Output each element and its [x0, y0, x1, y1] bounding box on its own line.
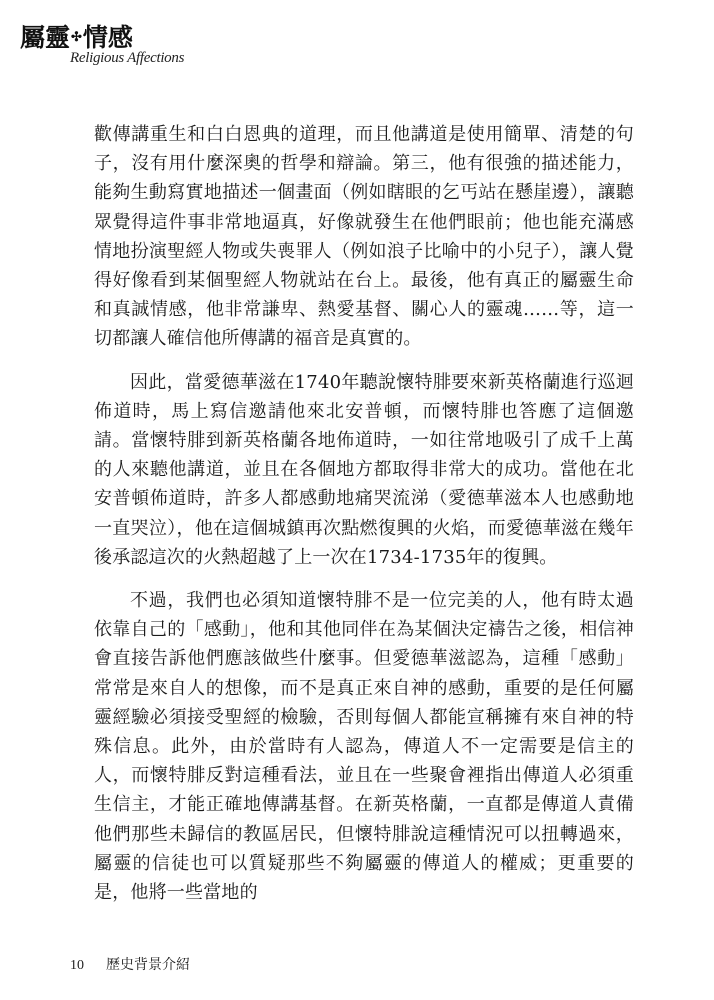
- running-header: [20, 18, 200, 78]
- running-footer: [70, 954, 190, 974]
- book-subtitle: Religious Affections: [70, 50, 185, 66]
- page-number: 10: [70, 958, 84, 973]
- paragraph-1: 歡傳講重生和白白恩典的道理，而且他講道是使用簡單、清楚的句子，沒有用什麼深奧的哲學和辯論。第三，他有很強的描述能力，能夠生動寫實地描述一個畫面（例如瞎眼的乞丐站在懸崖邊），讓聽眾覺得這件事非常地逼真，好像就發生在他們眼前；他也能充滿感情地扮演聖經人物或失喪罪人（例如浪子比喻中的小兒子），讓人覺得好像看到某個聖經人物就站在台上。最後，他有真正的屬靈生命和真誠情感，他非常謙卑、熱愛基督、關心人的靈魂……等，這一切都讓人確信他所傳講的福音是真實的。: [94, 124, 634, 350]
- book-title: [20, 18, 133, 54]
- paragraph-3: 不過，我們也必須知道懷特腓不是一位完美的人，他有時太過依靠自己的「感動」，他和其他同伴在為某個決定禱告之後，相信神會直接告訴他們應該做些什麼事。但愛德華滋認為，這種「感動」常常是來自人的想像，而不是真正來自神的感動，重要的是任何屬靈經驗必須接受聖經的檢驗，否則每個人都能宣稱擁有來自神的特殊信息。此外，由於當時有人認為，傳道人不一定需要是信主的人，而懷特腓反對這種看法，並且在一些聚會裡指出傳道人必須重生信主，才能正確地傳講基督。在新英格蘭，一直都是傳道人責備他們那些未歸信的教區居民，但懷特腓說這種情況可以扭轉過來，屬靈的信徒也可以質疑那些不夠屬靈的傳道人的權威；更重要的是，他將一些當地的: [94, 590, 634, 904]
- paragraph-2: 因此，當愛德華滋在1740年聽說懷特腓要來新英格蘭進行巡迴佈道時，馬上寫信邀請他來北安普頓，而懷特腓也答應了這個邀請。當懷特腓到新英格蘭各地佈道時，一如往常地吸引了成千上萬的人來聽他講道，並且在各個地方都取得非常大的成功。當他在北安普頓佈道時，許多人都感動地痛哭流涕（愛德華滋本人也感動地一直哭泣），他在這個城鎮再次點燃復興的火焰，而愛德華滋在幾年後承認這次的火熱超越了上一次在1734-1735年的復興。: [94, 371, 634, 568]
- section-title: 歷史背景介紹: [106, 957, 190, 973]
- book-title-left: 屬靈: [20, 23, 71, 52]
- book-title-right: 情感: [82, 23, 133, 52]
- body-text: [94, 120, 634, 907]
- cross-ornament-icon: ✣: [71, 30, 82, 45]
